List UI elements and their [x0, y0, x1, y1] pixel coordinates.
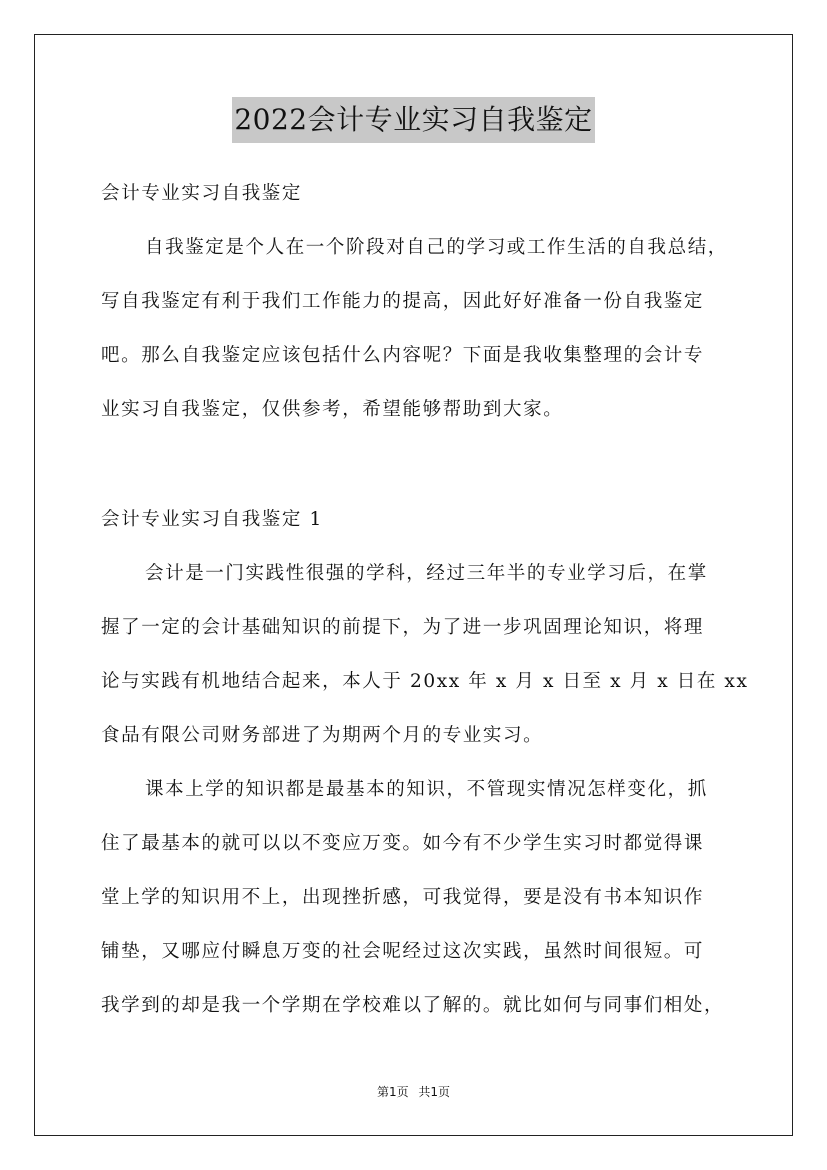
paragraph-line: 铺垫，又哪应付瞬息万变的社会呢经过这次实践，虽然时间很短。可: [101, 941, 705, 962]
paragraph-line: 住了最基本的就可以以不变应万变。如今有不少学生实习时都觉得课: [101, 833, 705, 854]
paragraph-line: 堂上学的知识用不上，出现挫折感，可我觉得，要是没有书本知识作: [101, 887, 705, 908]
paragraph-line: 会计是一门实践性很强的学科，经过三年半的专业学习后，在掌: [145, 563, 708, 584]
paragraph-line: 握了一定的会计基础知识的前提下，为了进一步巩固理论知识，将理: [101, 617, 705, 638]
paragraph-line: 我学到的却是我一个学期在学校难以了解的。就比如何与同事们相处，: [101, 995, 725, 1016]
subheading: 会计专业实习自我鉴定: [101, 183, 303, 204]
intro-line: 自我鉴定是个人在一个阶段对自己的学习或工作生活的自我总结，: [145, 237, 728, 258]
page-number: 第1页: [376, 1085, 409, 1099]
paragraph-line: 食品有限公司财务部进了为期两个月的专业实习。: [101, 725, 544, 746]
page-total: 共1页: [418, 1085, 451, 1099]
paragraph-line: 课本上学的知识都是最基本的知识，不管现实情况怎样变化，抓: [145, 779, 708, 800]
section-heading: 会计专业实习自我鉴定 1: [101, 509, 323, 530]
title-container: [0, 97, 827, 143]
document-title: 2022会计专业实习自我鉴定: [232, 97, 594, 143]
intro-line: 吧。那么自我鉴定应该包括什么内容呢？下面是我收集整理的会计专: [101, 345, 705, 366]
intro-line: 写自我鉴定有利于我们工作能力的提高，因此好好准备一份自我鉴定: [101, 291, 705, 312]
page-footer: [0, 1083, 827, 1100]
intro-line: 业实习自我鉴定，仅供参考，希望能够帮助到大家。: [101, 399, 564, 420]
paragraph-line: 论与实践有机地结合起来，本人于 20xx 年 x 月 x 日至 x 月 x 日在 xx: [101, 671, 749, 692]
